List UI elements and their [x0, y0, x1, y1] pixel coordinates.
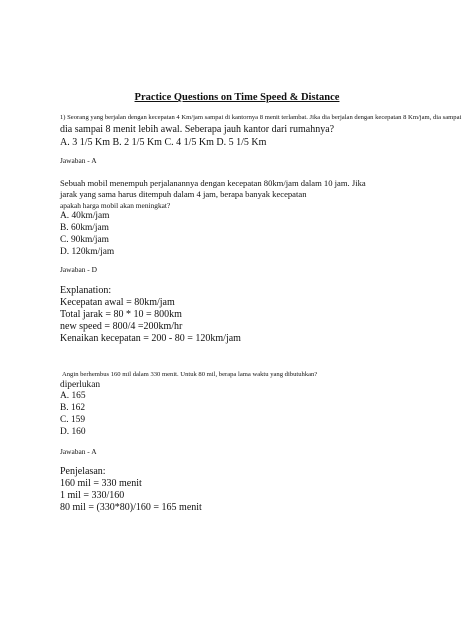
q3-option-d: D. 160 — [60, 427, 86, 437]
q2-explanation-line4: Kenaikan kecepatan = 200 - 80 = 120km/jam — [60, 333, 241, 344]
q3-explanation-line3: 80 mil = (330*80)/160 = 165 menit — [60, 502, 202, 513]
q2-explanation-line3: new speed = 800/4 =200km/hr — [60, 321, 183, 332]
q3-explanation-line1: 160 mil = 330 menit — [60, 478, 142, 489]
q3-option-c: C. 159 — [60, 415, 86, 425]
q2-explanation-line1: Kecepatan awal = 80km/jam — [60, 297, 175, 308]
q3-answer: Jawaban - A — [60, 447, 97, 456]
q2-answer: Jawaban - D — [60, 265, 97, 274]
q1-text-line1: 1) Seorang yang berjalan dengan kecepatan 4 Km/jam sampai di kantornya 8 menit terlambat. Jika dia berjalan dengan kecepatan 8 Km/jam, dia sampai — [60, 114, 462, 121]
q1-answer: Jawaban - A — [60, 156, 97, 165]
q3-text-line2: diperlukan — [60, 380, 101, 390]
q3-explanation-line2: 1 mil = 330/160 — [60, 490, 125, 501]
q1-text-line2: dia sampai 8 menit lebih awal. Seberapa jauh kantor dari rumahnya? — [60, 124, 335, 135]
q2-text-line2: jarak yang sama harus ditempuh dalam 4 jam, berapa banyak kecepatan — [60, 189, 307, 199]
q2-option-d: D. 120km/jam — [60, 247, 115, 257]
document-title: Practice Questions on Time Speed & Distance — [134, 92, 340, 103]
q2-option-b: B. 60km/jam — [60, 223, 109, 233]
q2-option-c: C. 90km/jam — [60, 235, 109, 245]
q2-option-a: A. 40km/jam — [60, 211, 110, 221]
q1-options: A. 3 1/5 Km B. 2 1/5 Km C. 4 1/5 Km D. 5 1/5 Km — [60, 137, 267, 148]
q3-explanation-heading: Penjelasan: — [60, 466, 106, 477]
q2-text-line1: Sebuah mobil menempuh perjalanannya dengan kecepatan 80km/jam dalam 10 jam. Jika — [60, 178, 366, 188]
q2-text-line3: apakah harga mobil akan meningkat? — [60, 201, 171, 210]
q3-option-b: B. 162 — [60, 403, 86, 413]
q2-explanation-heading: Explanation: — [60, 285, 112, 296]
q3-text-line1: Angin berhembus 160 mil dalam 330 menit. Untuk 80 mil, berapa lama waktu yang dibutuhkan? — [62, 371, 318, 378]
q2-explanation-line2: Total jarak = 80 * 10 = 800km — [60, 309, 182, 320]
q3-option-a: A. 165 — [60, 391, 86, 401]
